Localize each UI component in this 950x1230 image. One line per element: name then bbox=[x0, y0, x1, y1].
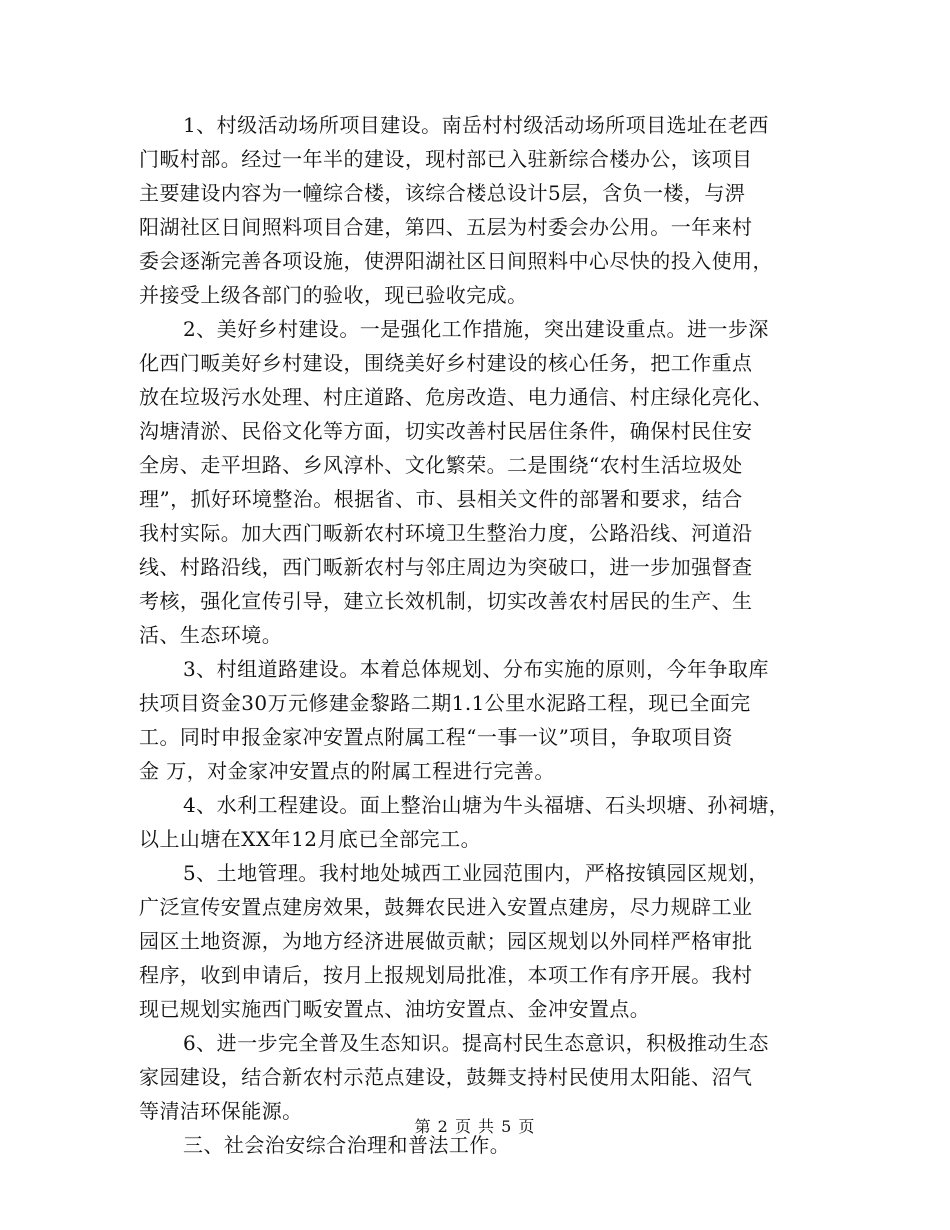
text-line: 线、村路沿线，西门畈新农村与邻庄周边为突破口，进一步加强督查 bbox=[139, 555, 753, 579]
text-line: 我村实际。加大西门畈新农村环境卫生整治力度，公路沿线、河道沿 bbox=[139, 521, 753, 545]
text-line: 工。同时申报金家冲安置点附属工程“一事一议”项目，争取项目资 bbox=[139, 725, 733, 749]
text-line: 6、进一步完全普及生态知识。提高村民生态意识，积极推动生态 bbox=[183, 1031, 769, 1055]
text-line: 门畈村部。经过一年半的建设，现村部已入驻新综合楼办公，该项目 bbox=[139, 147, 753, 171]
section-heading: 三、社会治安综合治理和普法工作。 bbox=[183, 1133, 511, 1157]
text-line: 考核，强化宣传引导，建立长效机制，切实改善农村居民的生产、生 bbox=[139, 589, 753, 613]
text-line: 广泛宣传安置点建房效果，鼓舞农民进入安置点建房，尽力规辟工业 bbox=[139, 895, 753, 919]
text-line: 5、土地管理。我村地处城西工业园范围内，严格按镇园区规划， bbox=[183, 861, 769, 885]
text-line: 主要建设内容为一幢综合楼，该综合楼总设计5层，含负一楼，与淠 bbox=[139, 181, 746, 205]
text-line: 放在垃圾污水处理、村庄道路、危房改造、电力通信、村庄绿化亮化、 bbox=[139, 385, 773, 409]
text-line: 理”，抓好环境整治。根据省、市、县相关文件的部署和要求，结合 bbox=[139, 487, 743, 511]
text-line: 并接受上级各部门的验收，现已验收完成。 bbox=[139, 283, 528, 307]
text-line: 园区土地资源，为地方经济进展做贡献；园区规划以外同样严格审批 bbox=[139, 929, 753, 953]
text-line: 委会逐渐完善各项设施，使淠阳湖社区日间照料中心尽快的投入使用， bbox=[139, 249, 773, 273]
text-line: 程序，收到申请后，按月上报规划局批准，本项工作有序开展。我村 bbox=[139, 963, 753, 987]
text-line: 现已规划实施西门畈安置点、油坊安置点、金冲安置点。 bbox=[139, 997, 651, 1021]
text-line: 金 万，对金家冲安置点的附属工程进行完善。 bbox=[139, 759, 555, 783]
text-line: 2、美好乡村建设。一是强化工作措施，突出建设重点。进一步深 bbox=[183, 317, 769, 341]
page-number-footer: 第 2 页 共 5 页 bbox=[414, 1117, 536, 1136]
text-line: 扶项目资金30万元修建金黎路二期1.1公里水泥路工程，现已全面完 bbox=[139, 691, 751, 715]
text-line: 以上山塘在XX年12月底已全部完工。 bbox=[139, 827, 482, 851]
text-line: 1、村级活动场所项目建设。南岳村村级活动场所项目选址在老西 bbox=[183, 113, 769, 137]
text-line: 全房、走平坦路、乡风淳朴、文化繁荣。二是围绕“农村生活垃圾处 bbox=[139, 453, 743, 477]
text-line: 活、生态环境。 bbox=[139, 623, 283, 647]
text-line: 4、水利工程建设。面上整治山塘为牛头福塘、石头坝塘、孙祠塘， bbox=[183, 793, 790, 817]
text-line: 阳湖社区日间照料项目合建，第四、五层为村委会办公用。一年来村 bbox=[139, 215, 753, 239]
text-line: 化西门畈美好乡村建设，围绕美好乡村建设的核心任务，把工作重点 bbox=[139, 351, 753, 375]
text-line: 等清洁环保能源。 bbox=[139, 1099, 303, 1123]
text-line: 3、村组道路建设。本着总体规划、分布实施的原则，今年争取库 bbox=[183, 657, 769, 681]
text-line: 沟塘清淤、民俗文化等方面，切实改善村民居住条件，确保村民住安 bbox=[139, 419, 753, 443]
text-line: 家园建设，结合新农村示范点建设，鼓舞支持村民使用太阳能、沼气 bbox=[139, 1065, 753, 1089]
